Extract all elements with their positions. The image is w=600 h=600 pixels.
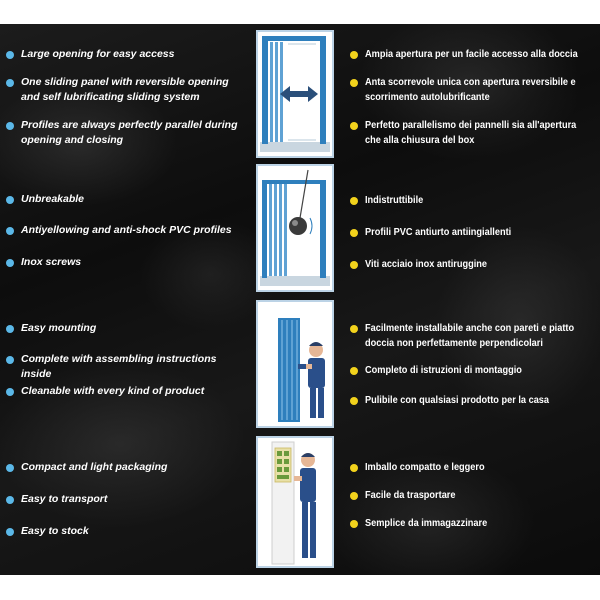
packaging-illustration — [256, 436, 334, 568]
yellow-bullet-icon — [350, 492, 358, 500]
feature-item — [6, 75, 246, 105]
feature-item — [350, 193, 600, 208]
feature-item — [6, 352, 246, 382]
pendulum-impact-icon — [258, 166, 332, 290]
feature-item — [6, 192, 246, 207]
feature-item — [350, 75, 600, 105]
feature-text-it: Semplice da immagazzinare — [365, 518, 488, 529]
feature-item — [350, 321, 600, 351]
yellow-bullet-icon — [350, 197, 358, 205]
yellow-bullet-icon — [350, 229, 358, 237]
blue-bullet-icon — [6, 356, 14, 364]
feature-text-en: Antiyellowing and anti-shock PVC profiles — [21, 224, 232, 236]
feature-item — [6, 255, 246, 270]
feature-item — [350, 225, 600, 240]
feature-text-en: Easy to stock — [21, 525, 89, 537]
feature-item — [350, 118, 600, 148]
feature-item — [6, 118, 246, 148]
blue-bullet-icon — [6, 388, 14, 396]
blue-bullet-icon — [6, 196, 14, 204]
mounting-illustration — [256, 300, 334, 428]
yellow-bullet-icon — [350, 325, 358, 333]
worker-mounting-icon — [258, 302, 332, 426]
feature-item — [6, 492, 246, 507]
feature-text-en: One sliding panel with reversible opening and self lubrificating sliding system — [21, 76, 229, 103]
feature-text-en: Cleanable with every kind of product — [21, 385, 205, 397]
feature-text-en: Easy mounting — [21, 322, 97, 334]
feature-item — [6, 47, 246, 62]
worker-package-icon — [258, 438, 332, 566]
feature-text-en: Compact and light packaging — [21, 461, 168, 473]
feature-item — [6, 384, 246, 399]
blue-bullet-icon — [6, 325, 14, 333]
feature-item — [350, 460, 600, 475]
feature-text-it: Indistruttibile — [365, 195, 424, 206]
feature-text-it: Completo di istruzioni di montaggio — [365, 365, 522, 376]
blue-bullet-icon — [6, 259, 14, 267]
feature-text-en: Large opening for easy access — [21, 48, 175, 60]
feature-item — [350, 393, 600, 408]
feature-item — [6, 524, 246, 539]
blue-bullet-icon — [6, 227, 14, 235]
blue-bullet-icon — [6, 51, 14, 59]
feature-item — [350, 47, 600, 62]
feature-item — [6, 460, 246, 475]
feature-text-it: Viti acciaio inox antiruggine — [365, 259, 488, 270]
feature-text-it: Perfetto parallelismo dei pannelli sia all'apertura che alla chiusura del box — [365, 120, 577, 146]
feature-text-it: Profili PVC antiurto antiingiallenti — [365, 227, 512, 238]
feature-text-it: Ampia apertura per un facile accesso alla doccia — [365, 49, 578, 60]
yellow-bullet-icon — [350, 51, 358, 59]
feature-text-en: Unbreakable — [21, 193, 85, 205]
blue-bullet-icon — [6, 496, 14, 504]
feature-text-it: Facilmente installabile anche con pareti e piatto doccia non perfettamente perpendicolari — [365, 323, 575, 349]
feature-text-it: Pulibile con qualsiasi prodotto per la casa — [365, 395, 550, 406]
feature-text-it: Facile da trasportare — [365, 490, 456, 501]
blue-bullet-icon — [6, 122, 14, 130]
yellow-bullet-icon — [350, 122, 358, 130]
feature-text-it: Anta scorrevole unica con apertura reversibile e scorrimento autolubrificante — [365, 77, 576, 103]
feature-text-it: Imballo compatto e leggero — [365, 462, 485, 473]
yellow-bullet-icon — [350, 367, 358, 375]
yellow-bullet-icon — [350, 464, 358, 472]
yellow-bullet-icon — [350, 261, 358, 269]
feature-item — [350, 257, 600, 272]
yellow-bullet-icon — [350, 520, 358, 528]
feature-item — [350, 516, 600, 531]
sliding-panel-illustration — [256, 30, 334, 158]
blue-bullet-icon — [6, 464, 14, 472]
feature-item — [6, 223, 246, 238]
feature-item — [6, 321, 246, 336]
feature-text-en: Profiles are always perfectly parallel during opening and closing — [21, 119, 238, 146]
feature-text-en: Easy to transport — [21, 493, 108, 505]
sliding-panel-arrow-icon — [258, 32, 332, 156]
yellow-bullet-icon — [350, 397, 358, 405]
yellow-bullet-icon — [350, 79, 358, 87]
feature-text-en: Complete with assembling instructions inside — [21, 353, 217, 380]
feature-text-en: Inox screws — [21, 256, 82, 268]
feature-item — [350, 363, 600, 378]
blue-bullet-icon — [6, 79, 14, 87]
feature-item — [350, 488, 600, 503]
pendulum-illustration — [256, 164, 334, 292]
features-board — [0, 24, 600, 575]
blue-bullet-icon — [6, 528, 14, 536]
